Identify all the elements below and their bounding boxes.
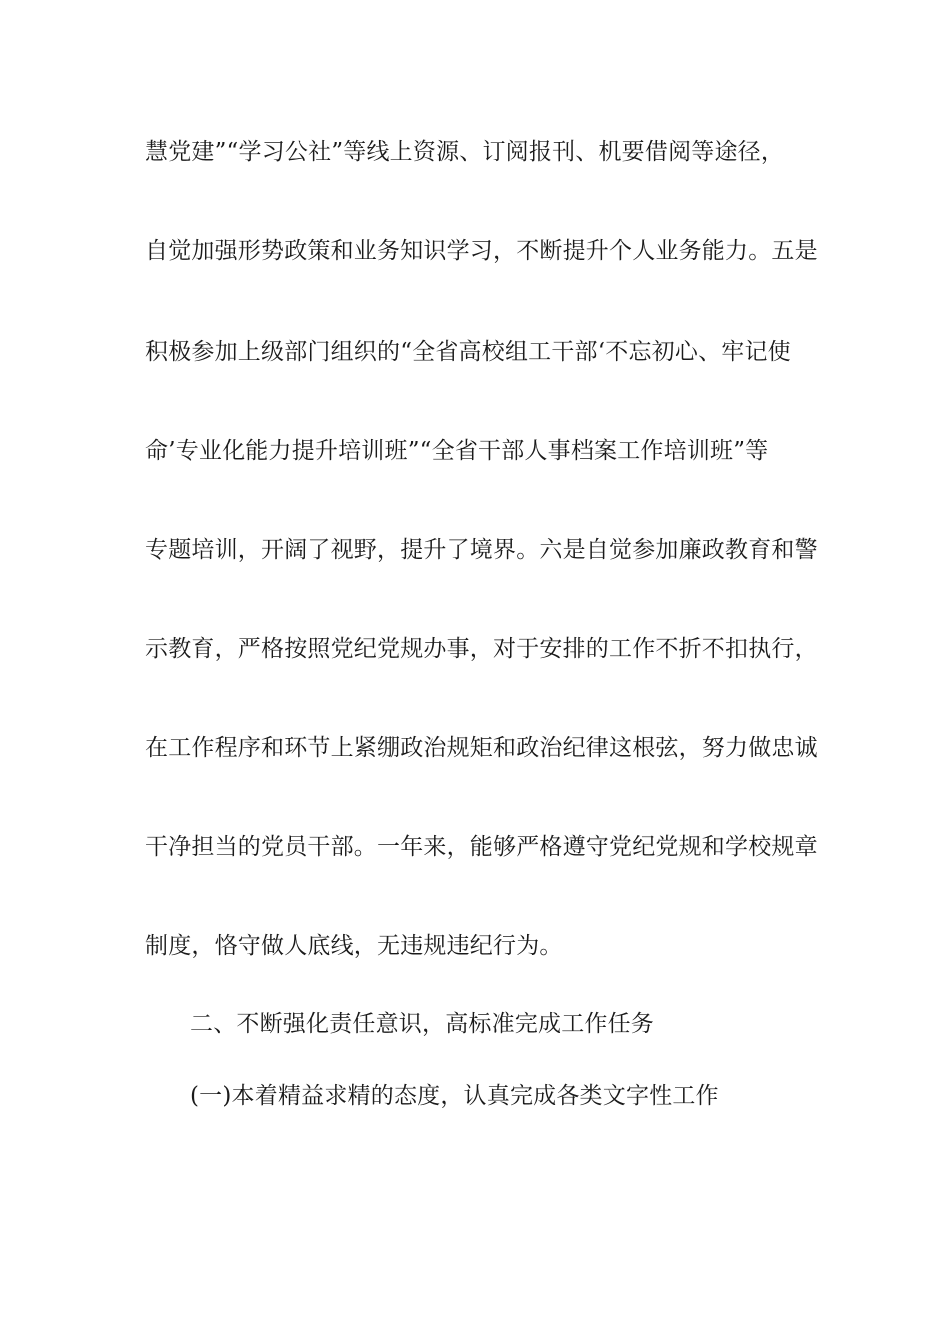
body-line-4: 命’专业化能力提升培训班”“全省干部人事档案工作培训班”等 <box>145 438 769 464</box>
body-line-6: 示教育，严格按照党纪党规办事，对于安排的工作不折不扣执行， <box>145 636 818 662</box>
body-line-7: 在工作程序和环节上紧绷政治规矩和政治纪律这根弦，努力做忠诚 <box>145 735 818 761</box>
section-heading: 二、不断强化责任意识，高标准完成工作任务 <box>190 1011 654 1037</box>
body-line-5: 专题培训，开阔了视野，提升了境界。六是自觉参加廉政教育和警 <box>145 537 818 563</box>
body-line-3: 积极参加上级部门组织的“全省高校组工干部‘不忘初心、牢记使 <box>145 339 791 365</box>
body-line-2: 自觉加强形势政策和业务知识学习，不断提升个人业务能力。五是 <box>145 238 818 264</box>
body-line-9: 制度，恪守做人底线，无违规违纪行为。 <box>145 933 563 959</box>
body-line-8: 干净担当的党员干部。一年来，能够严格遵守党纪党规和学校规章 <box>145 834 818 860</box>
body-line-1: 慧党建”“学习公社”等线上资源、订阅报刊、机要借阅等途径， <box>145 139 785 165</box>
subsection-heading: (一)本着精益求精的态度，认真完成各类文字性工作 <box>190 1083 719 1109</box>
